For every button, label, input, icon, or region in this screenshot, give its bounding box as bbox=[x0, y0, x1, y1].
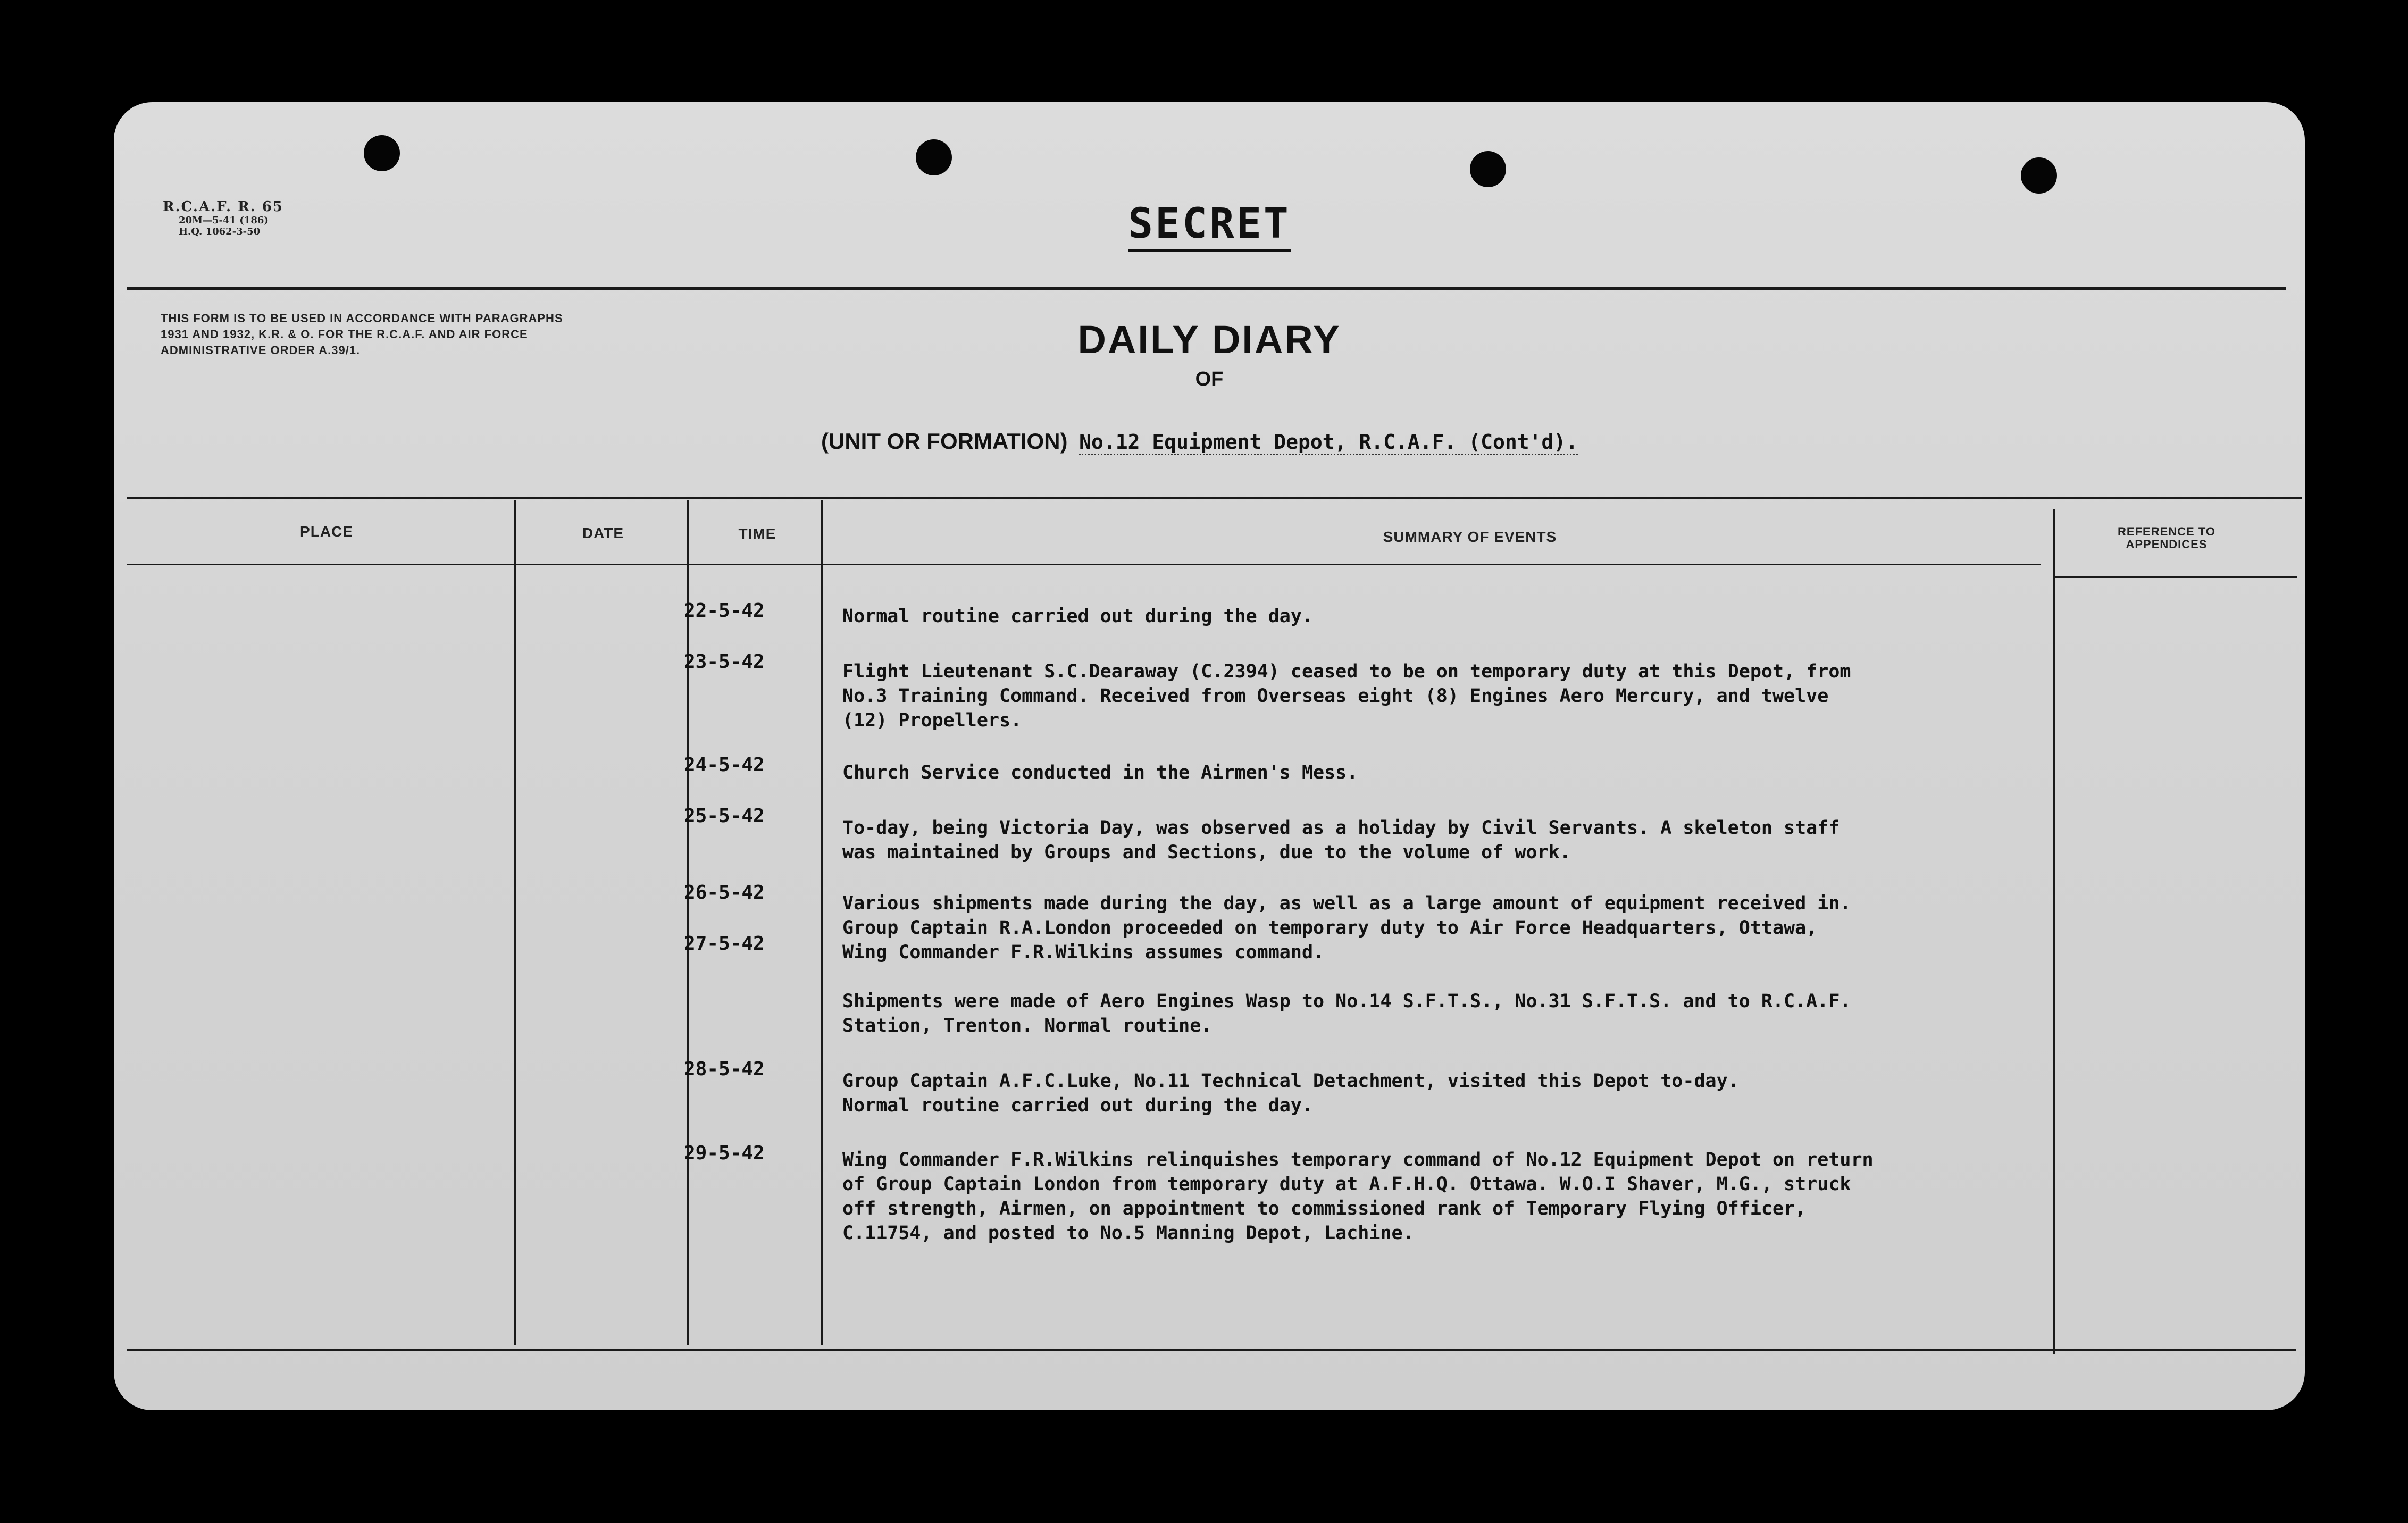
entry-text: Group Captain A.F.C.Luke, No.11 Technical Detachment, visited this Depot to-day. Normal routine carried out during the day. bbox=[842, 1070, 1739, 1116]
header-bottom-rule-right bbox=[2053, 576, 2297, 578]
entry-text: Flight Lieutenant S.C.Dearaway (C.2394) ceased to be on temporary duty at this Depot, from No.3 Training Command. Received from Overseas eight (8) Engines Aero Mercury, and twelve (12) Propellers. bbox=[842, 661, 1851, 731]
form-notice: THIS FORM IS TO BE USED IN ACCORDANCE WITH PARAGRAPHS 1931 AND 1932, K.R. & O. FOR THE R.C.A.F. AND AIR FORCE ADMINISTRATIVE ORDER A.39/1. bbox=[161, 312, 563, 357]
unit-value: No.12 Equipment Depot, R.C.A.F. (Cont'd). bbox=[1079, 430, 1578, 455]
column-header-place: PLACE bbox=[300, 523, 353, 540]
punch-hole bbox=[1470, 151, 1506, 187]
punch-hole bbox=[916, 139, 952, 175]
entry-date: 25-5-42 bbox=[684, 805, 765, 827]
entry-text: Shipments were made of Aero Engines Wasp to No.14 S.F.T.S., No.31 S.F.T.S. and to R.C.A.F. Station, Trenton. Normal routine. bbox=[842, 991, 1851, 1036]
unit-line bbox=[821, 429, 1578, 454]
punch-hole bbox=[364, 135, 400, 171]
entry-text: Church Service conducted in the Airmen's Mess. bbox=[842, 762, 1358, 783]
page-title-of: OF bbox=[1195, 368, 1224, 390]
column-divider-place-date bbox=[514, 500, 516, 1345]
form-number: R.C.A.F. R. 65 bbox=[163, 199, 284, 215]
entry-date: 29-5-42 bbox=[684, 1142, 765, 1164]
header-rule bbox=[127, 287, 2286, 290]
column-header-date: DATE bbox=[582, 525, 624, 541]
punch-hole bbox=[2021, 157, 2057, 194]
entry-date: 28-5-42 bbox=[684, 1058, 765, 1080]
entry-text: Normal routine carried out during the day. bbox=[842, 606, 1314, 627]
page-title: DAILY DIARY bbox=[1077, 317, 1341, 362]
classification-heading bbox=[114, 200, 2305, 248]
column-divider-time-summary bbox=[821, 500, 823, 1345]
form-hq-code: H.Q. 1062-3-50 bbox=[179, 226, 261, 237]
entry-text: Various shipments made during the day, as well as a large amount of equipment received in. Group Captain R.A.London proceeded on temporary duty to Air Force Headquarters, Ottawa, Wing Commander F.R.Wilkins assumes command. bbox=[842, 893, 1851, 963]
entry-date: 24-5-42 bbox=[684, 754, 765, 776]
entry-date: 23-5-42 bbox=[684, 651, 765, 673]
entry-date: 26-5-42 bbox=[684, 882, 765, 903]
column-header-time: TIME bbox=[738, 525, 776, 542]
column-header-summary: SUMMARY OF EVENTS bbox=[1383, 529, 1557, 545]
entry-date: 22-5-42 bbox=[684, 600, 765, 622]
header-bottom-rule-left bbox=[127, 564, 2041, 565]
classification-label: SECRET bbox=[1128, 200, 1291, 252]
unit-label: (UNIT OR FORMATION) bbox=[821, 429, 1068, 454]
entry-text: Wing Commander F.R.Wilkins relinquishes temporary command of No.12 Equipment Depot on return of Group Captain London from temporary duty at A.F.H.Q. Ottawa. W.O.I Shaver, M.G., struck off strength, Airmen, on appointment to commissioned rank of Temporary Flying Officer, C.11754, and posted to No.5 Manning Depot, Lachine. bbox=[842, 1149, 1874, 1244]
table-top-rule bbox=[127, 497, 2302, 499]
column-header-reference: REFERENCE TO APPENDICES bbox=[2118, 525, 2215, 551]
column-divider-date-time bbox=[687, 500, 689, 1345]
diary-sheet bbox=[114, 102, 2305, 1410]
form-print-code: 20M—5-41 (186) bbox=[179, 215, 269, 226]
entry-date: 27-5-42 bbox=[684, 933, 765, 955]
table-bottom-rule bbox=[127, 1349, 2296, 1351]
entry-text: To-day, being Victoria Day, was observed as a holiday by Civil Servants. A skeleton staff was maintained by Groups and Sections, due to the volume of work. bbox=[842, 817, 1840, 863]
